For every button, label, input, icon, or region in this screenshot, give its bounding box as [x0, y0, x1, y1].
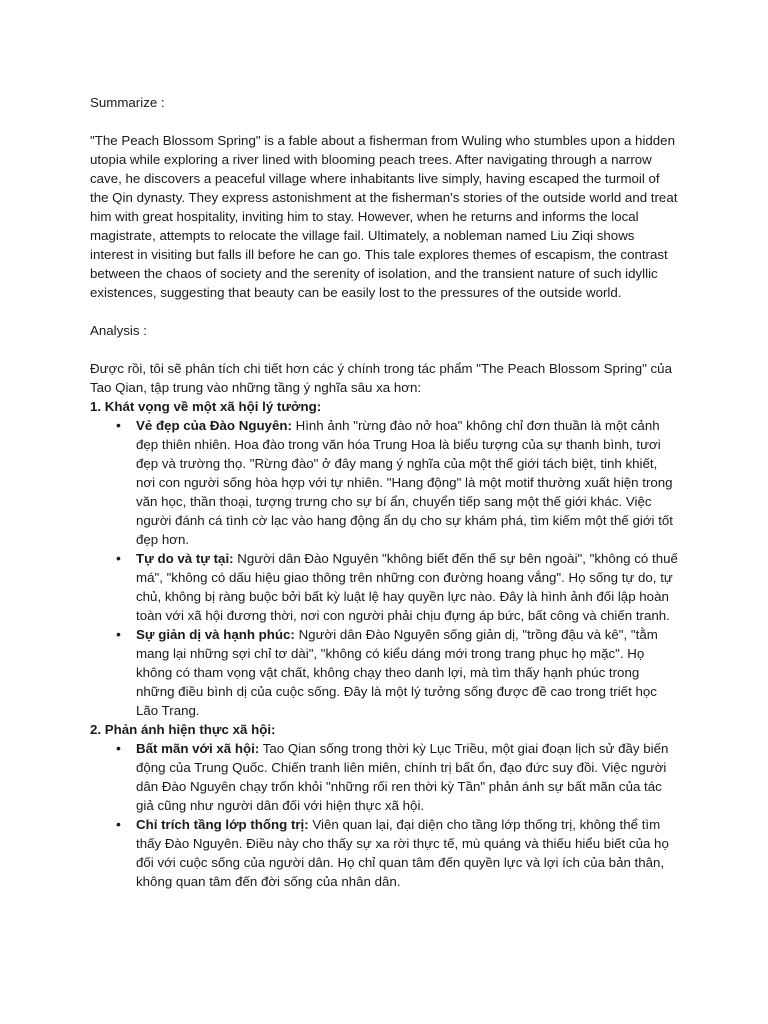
spacer	[90, 112, 680, 131]
spacer	[90, 340, 680, 359]
section-heading-social-reality: 2. Phản ánh hiện thực xã hội:	[90, 722, 276, 737]
bullet-text: Viên quan lại, đại diện cho tầng lớp thống trị, không thể tìm thấy Đào Nguyên. Điều này cho thấy sự xa rời thực tế, mù quáng và thiếu hiểu biết của họ đối với cuộc sống của người dân. Họ chỉ quan tâm đến quyền lực và lợi ích của bản thân, không quan tâm đến đời sống của nhân dân.	[136, 817, 669, 889]
bullet-list-ideal-society	[90, 416, 680, 720]
list-item	[136, 739, 680, 815]
bullet-term: Sự giản dị và hạnh phúc:	[136, 627, 295, 642]
analysis-label: Analysis :	[90, 323, 147, 338]
list-item	[136, 549, 680, 625]
bullet-text: Tao Qian sống trong thời kỳ Lục Triều, một giai đoạn lịch sử đầy biến động của Trung Quốc. Chiến tranh liên miên, chính trị bất ổn, đạo đức suy đồi. Việc người dân Đào Nguyên chạy trốn khỏi "những rối ren thời kỳ Tần" phản ánh sự bất mãn của tác giả cũng như người dân đối với hiện thực xã hội.	[136, 741, 669, 813]
summary-paragraph: "The Peach Blossom Spring" is a fable about a fisherman from Wuling who stumbles upon a hidden utopia while exploring a river lined with blooming peach trees. After navigating through a narrow cave, he discovers a peaceful village where inhabitants live simply, having escaped the turmoil of the Qin dynasty. They express astonishment at the fisherman's stories of the outside world and treat him with great hospitality, inviting him to stay. However, when he returns and informs the local magistrate, attempts to relocate the village fail. Ultimately, a nobleman named Liu Ziqi shows interest in visiting but falls ill before he can go. This tale explores themes of escapism, the contrast between the chaos of society and the serenity of isolation, and the transient nature of such idyllic existences, suggesting that beauty can be easily lost to the pressures of the outside world.	[90, 133, 678, 300]
bullet-text: Người dân Đào Nguyên "không biết đến thế sự bên ngoài", "không có thuế má", "không có dấu hiệu giao thông trên những con đường hoang vắng". Họ sống tự do, tự chủ, không bị ràng buộc bởi bất kỳ luật lệ hay quyền lực nào. Đây là hình ảnh đối lập hoàn toàn với xã hội đương thời, nơi con người phải chịu đựng áp bức, bất công và chiến tranh.	[136, 551, 678, 623]
bullet-list-social-reality	[90, 739, 680, 891]
summary-label: Summarize :	[90, 95, 165, 110]
bullet-text: Người dân Đào Nguyên sống giản dị, "trồng đậu và kê", "tằm mang lại những sợi chỉ tơ dài", "không có kiểu dáng mới trong trang phục họ mặc". Họ không có tham vọng vật chất, không chạy theo danh lợi, mà tìm thấy hạnh phúc trong những điều bình dị của cuộc sống. Đây là một lý tưởng sống được đề cao trong triết học Lão Trang.	[136, 627, 658, 718]
bullet-term: Vẻ đẹp của Đào Nguyên:	[136, 418, 292, 433]
bullet-term: Chỉ trích tầng lớp thống trị:	[136, 817, 309, 832]
analysis-intro: Được rồi, tôi sẽ phân tích chi tiết hơn các ý chính trong tác phẩm "The Peach Blossom Spring" của Tao Qian, tập trung vào những tầng ý nghĩa sâu xa hơn:	[90, 361, 672, 395]
bullet-term: Bất mãn với xã hội:	[136, 741, 260, 756]
bullet-term: Tự do và tự tại:	[136, 551, 234, 566]
section-heading-ideal-society: 1. Khát vọng về một xã hội lý tưởng:	[90, 399, 322, 414]
list-item	[136, 416, 680, 549]
spacer	[90, 302, 680, 321]
document-page	[90, 93, 680, 891]
list-item	[136, 625, 680, 720]
bullet-text: Hình ảnh "rừng đào nở hoa" không chỉ đơn thuần là một cảnh đẹp thiên nhiên. Hoa đào trong văn hóa Trung Hoa là biểu tượng của sự thanh bình, tươi đẹp và trường thọ. "Rừng đào" ở đây mang ý nghĩa của một thế giới tách biệt, tinh khiết, nơi con người sống hòa hợp với tự nhiên. "Hang động" là một motif thường xuất hiện trong văn học, thần thoại, tượng trưng cho sự bí ẩn, chuyển tiếp sang một thế giới khác. Việc người đánh cá tình cờ lạc vào hang động ẩn dụ cho sự khám phá, tìm kiếm một thế giới tốt đẹp hơn.	[136, 418, 673, 547]
list-item	[136, 815, 680, 891]
